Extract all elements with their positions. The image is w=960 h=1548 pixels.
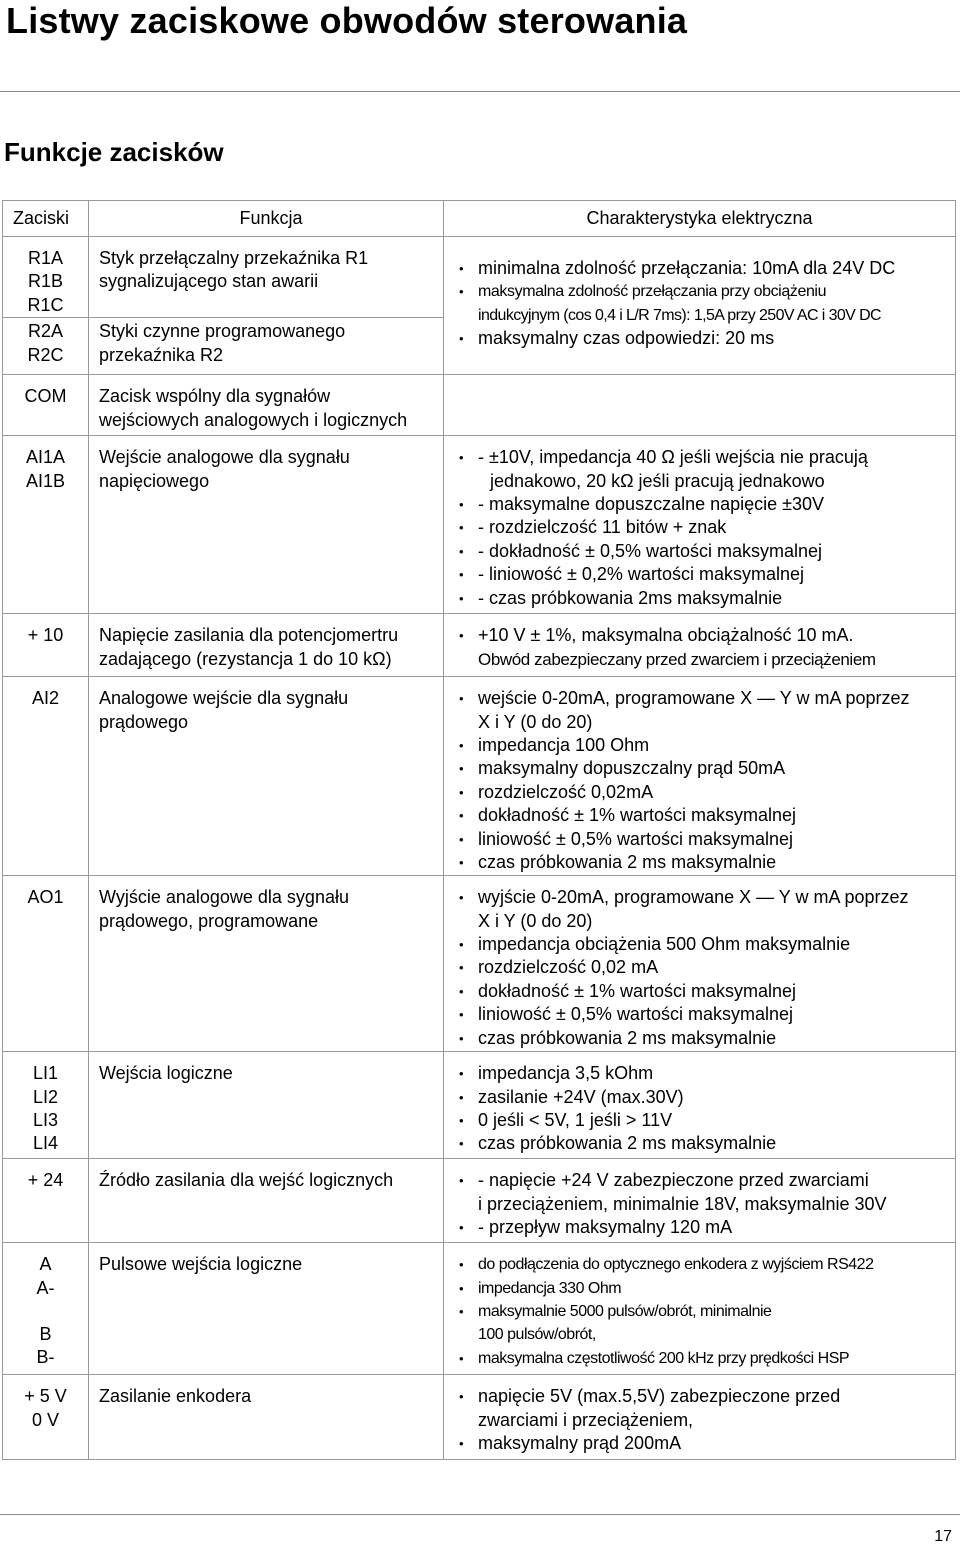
terminal-label: B <box>39 1324 52 1345</box>
title-divider <box>0 91 960 92</box>
terminal-label: 0 V <box>31 1409 60 1430</box>
function-text: Wyjście analogowe dla sygnału <box>99 887 349 908</box>
terminal-label: AI2 <box>31 688 60 709</box>
spec-item: • - ±10V, impedancja 40 Ω jeśli wejścia nie pracują <box>456 446 951 469</box>
terminal-label: LI3 <box>32 1110 59 1131</box>
spec-item: • +10 V ± 1%, maksymalna obciążalność 10 mA. <box>456 624 951 647</box>
spec-item: • rozdzielczość 0,02mA <box>456 781 951 804</box>
terminal-label: LI2 <box>32 1086 59 1107</box>
terminal-cell <box>3 318 89 375</box>
terminal-label: + 5 V <box>24 1386 67 1407</box>
spec-cell <box>444 1052 956 1159</box>
function-cell <box>89 1052 444 1159</box>
terminal-label: R1B <box>27 271 63 292</box>
terminal-label: A- <box>36 1277 55 1298</box>
function-text: przekaźnika R2 <box>99 344 224 365</box>
footer-divider <box>0 1514 960 1515</box>
terminal-cell <box>3 1052 89 1159</box>
spec-item: • impedancja 100 Ohm <box>456 734 951 757</box>
terminal-label: AI1A <box>25 447 66 468</box>
column-header-terminals: Zaciski <box>3 201 89 237</box>
function-text: Wejście analogowe dla sygnału <box>99 447 350 468</box>
spec-item: • minimalna zdolność przełączania: 10mA dla 24V DC <box>456 257 951 280</box>
function-text: prądowego <box>99 711 189 732</box>
function-text: napięciowego <box>99 470 210 491</box>
spec-item: • - maksymalne dopuszczalne napięcie ±30V <box>456 493 951 516</box>
terminal-label: + 10 <box>27 625 64 646</box>
table-row <box>3 436 956 614</box>
function-text: Zacisk wspólny dla sygnałów <box>99 386 331 407</box>
terminal-label: A <box>39 1254 52 1275</box>
terminal-label: COM <box>24 386 67 407</box>
terminal-spacer <box>3 1300 88 1323</box>
table-row <box>3 237 956 318</box>
column-header-electrical-characteristics: Charakterystyka elektryczna <box>444 201 956 237</box>
spec-item: • - czas próbkowania 2ms maksymalnie <box>456 587 951 610</box>
spec-item: • czas próbkowania 2 ms maksymalnie <box>456 1027 951 1050</box>
terminal-functions-table <box>2 200 956 1460</box>
terminal-cell <box>3 876 89 1052</box>
function-cell <box>89 677 444 876</box>
terminal-label: AI1B <box>25 470 66 491</box>
function-text: Styki czynne programowanego <box>99 321 346 342</box>
spec-item: • - przepływ maksymalny 120 mA <box>456 1216 951 1239</box>
spec-item: • do podłączenia do optycznego enkodera z wyjściem RS422 <box>456 1253 951 1276</box>
spec-item: • 0 jeśli < 5V, 1 jeśli > 11V <box>456 1109 951 1132</box>
spec-item: • impedancja 330 Ohm <box>456 1277 951 1300</box>
spec-item: • maksymalny prąd 200mA <box>456 1432 951 1455</box>
spec-item: • czas próbkowania 2 ms maksymalnie <box>456 851 951 874</box>
function-text: sygnalizującego stan awarii <box>99 271 319 292</box>
terminal-label: LI4 <box>32 1133 59 1154</box>
terminal-cell <box>3 677 89 876</box>
spec-item: • impedancja 3,5 kOhm <box>456 1062 951 1085</box>
spec-item: i przeciążeniem, minimalnie 18V, maksymalnie 30V <box>478 1193 887 1214</box>
terminal-cell <box>3 237 89 318</box>
terminal-label: R2A <box>27 321 63 342</box>
spec-item: • czas próbkowania 2 ms maksymalnie <box>456 1132 951 1155</box>
spec-cell <box>444 1243 956 1375</box>
function-text: Styk przełączalny przekaźnika R1 <box>99 248 369 268</box>
function-text: Zasilanie enkodera <box>99 1386 252 1407</box>
spec-item: X i Y (0 do 20) <box>478 711 593 732</box>
table-row <box>3 614 956 677</box>
spec-item: • maksymalna częstotliwość 200 kHz przy prędkości HSP <box>456 1347 951 1370</box>
terminal-label: B- <box>36 1347 55 1368</box>
function-text: Pulsowe wejścia logiczne <box>99 1254 303 1275</box>
spec-item: Obwód zabezpieczany przed zwarciem i przeciążeniem <box>478 649 876 669</box>
terminal-cell <box>3 614 89 677</box>
table-row <box>3 1243 956 1375</box>
function-cell <box>89 614 444 677</box>
spec-item: • liniowość ± 0,5% wartości maksymalnej <box>456 828 951 851</box>
spec-item: • wyjście 0-20mA, programowane X — Y w mA poprzez <box>456 886 951 909</box>
spec-cell <box>444 1159 956 1243</box>
function-text: prądowego, programowane <box>99 910 319 931</box>
table-row <box>3 1052 956 1159</box>
spec-item: • - napięcie +24 V zabezpieczone przed zwarciami <box>456 1169 951 1192</box>
spec-item: • maksymalnie 5000 pulsów/obrót, minimalnie <box>456 1300 951 1323</box>
page-title: Listwy zaciskowe obwodów sterowania <box>6 0 688 41</box>
spec-item: • - dokładność ± 0,5% wartości maksymalnej <box>456 540 951 563</box>
terminal-label: AO1 <box>27 887 64 908</box>
terminal-cell <box>3 375 89 436</box>
terminal-label: LI1 <box>32 1063 59 1084</box>
spec-cell <box>444 1375 956 1460</box>
spec-item: • liniowość ± 0,5% wartości maksymalnej <box>456 1003 951 1026</box>
table-row <box>3 677 956 876</box>
terminal-cell <box>3 1375 89 1460</box>
spec-item: • rozdzielczość 0,02 mA <box>456 956 951 979</box>
function-text: Wejścia logiczne <box>99 1063 233 1084</box>
function-text: Napięcie zasilania dla potencjomertru <box>99 625 399 646</box>
column-header-function: Funkcja <box>89 201 444 237</box>
spec-cell <box>444 237 956 375</box>
spec-item: • wejście 0-20mA, programowane X — Y w mA poprzez <box>456 687 951 710</box>
function-cell <box>89 1375 444 1460</box>
terminal-label: + 24 <box>27 1170 64 1191</box>
function-text: zadającego (rezystancja 1 do 10 kΩ) <box>99 648 392 669</box>
function-cell <box>89 1159 444 1243</box>
spec-item: zwarciami i przeciążeniem, <box>478 1409 694 1430</box>
spec-item: • zasilanie +24V (max.30V) <box>456 1086 951 1109</box>
table-row <box>3 876 956 1052</box>
spec-cell <box>444 375 956 436</box>
spec-item: • maksymalny dopuszczalny prąd 50mA <box>456 757 951 780</box>
spec-item: • impedancja obciążenia 500 Ohm maksymalnie <box>456 933 951 956</box>
spec-item: 100 pulsów/obrót, <box>478 1326 596 1344</box>
page-number: 17 <box>934 1528 952 1545</box>
function-cell <box>89 876 444 1052</box>
spec-item: • maksymalna zdolność przełączania przy obciążeniu <box>456 280 951 303</box>
function-cell <box>89 318 444 375</box>
table-row <box>3 1375 956 1460</box>
terminal-cell <box>3 1243 89 1375</box>
table-row <box>3 1159 956 1243</box>
spec-item: • dokładność ± 1% wartości maksymalnej <box>456 980 951 1003</box>
terminal-label: R1A <box>27 248 63 268</box>
spec-item: • - liniowość ± 0,2% wartości maksymalnej <box>456 563 951 586</box>
terminal-label: R2C <box>27 344 64 365</box>
spec-item: indukcyjnym (cos 0,4 i L/R 7ms): 1,5A przy 250V AC i 30V DC <box>478 306 881 324</box>
spec-item: jednakowo, 20 kΩ jeśli pracują jednakowo <box>490 470 825 491</box>
spec-item: • napięcie 5V (max.5,5V) zabezpieczone przed <box>456 1385 951 1408</box>
spec-cell <box>444 614 956 677</box>
spec-item: X i Y (0 do 20) <box>478 910 593 931</box>
function-text: Analogowe wejście dla sygnału <box>99 688 349 709</box>
table-header-row <box>3 201 956 237</box>
function-cell <box>89 436 444 614</box>
table-row <box>3 375 956 436</box>
terminal-label: R1C <box>27 294 64 315</box>
terminal-cell <box>3 1159 89 1243</box>
spec-item: • maksymalny czas odpowiedzi: 20 ms <box>456 327 951 350</box>
terminal-cell <box>3 436 89 614</box>
spec-cell <box>444 876 956 1052</box>
section-title: Funkcje zacisków <box>4 137 224 167</box>
function-text: Źródło zasilania dla wejść logicznych <box>99 1170 394 1191</box>
function-text: wejściowych analogowych i logicznych <box>99 409 408 430</box>
spec-item: • dokładność ± 1% wartości maksymalnej <box>456 804 951 827</box>
spec-cell <box>444 677 956 876</box>
function-cell <box>89 375 444 436</box>
function-cell <box>89 1243 444 1375</box>
function-cell <box>89 237 444 318</box>
spec-cell <box>444 436 956 614</box>
spec-item: • - rozdzielczość 11 bitów + znak <box>456 516 951 539</box>
